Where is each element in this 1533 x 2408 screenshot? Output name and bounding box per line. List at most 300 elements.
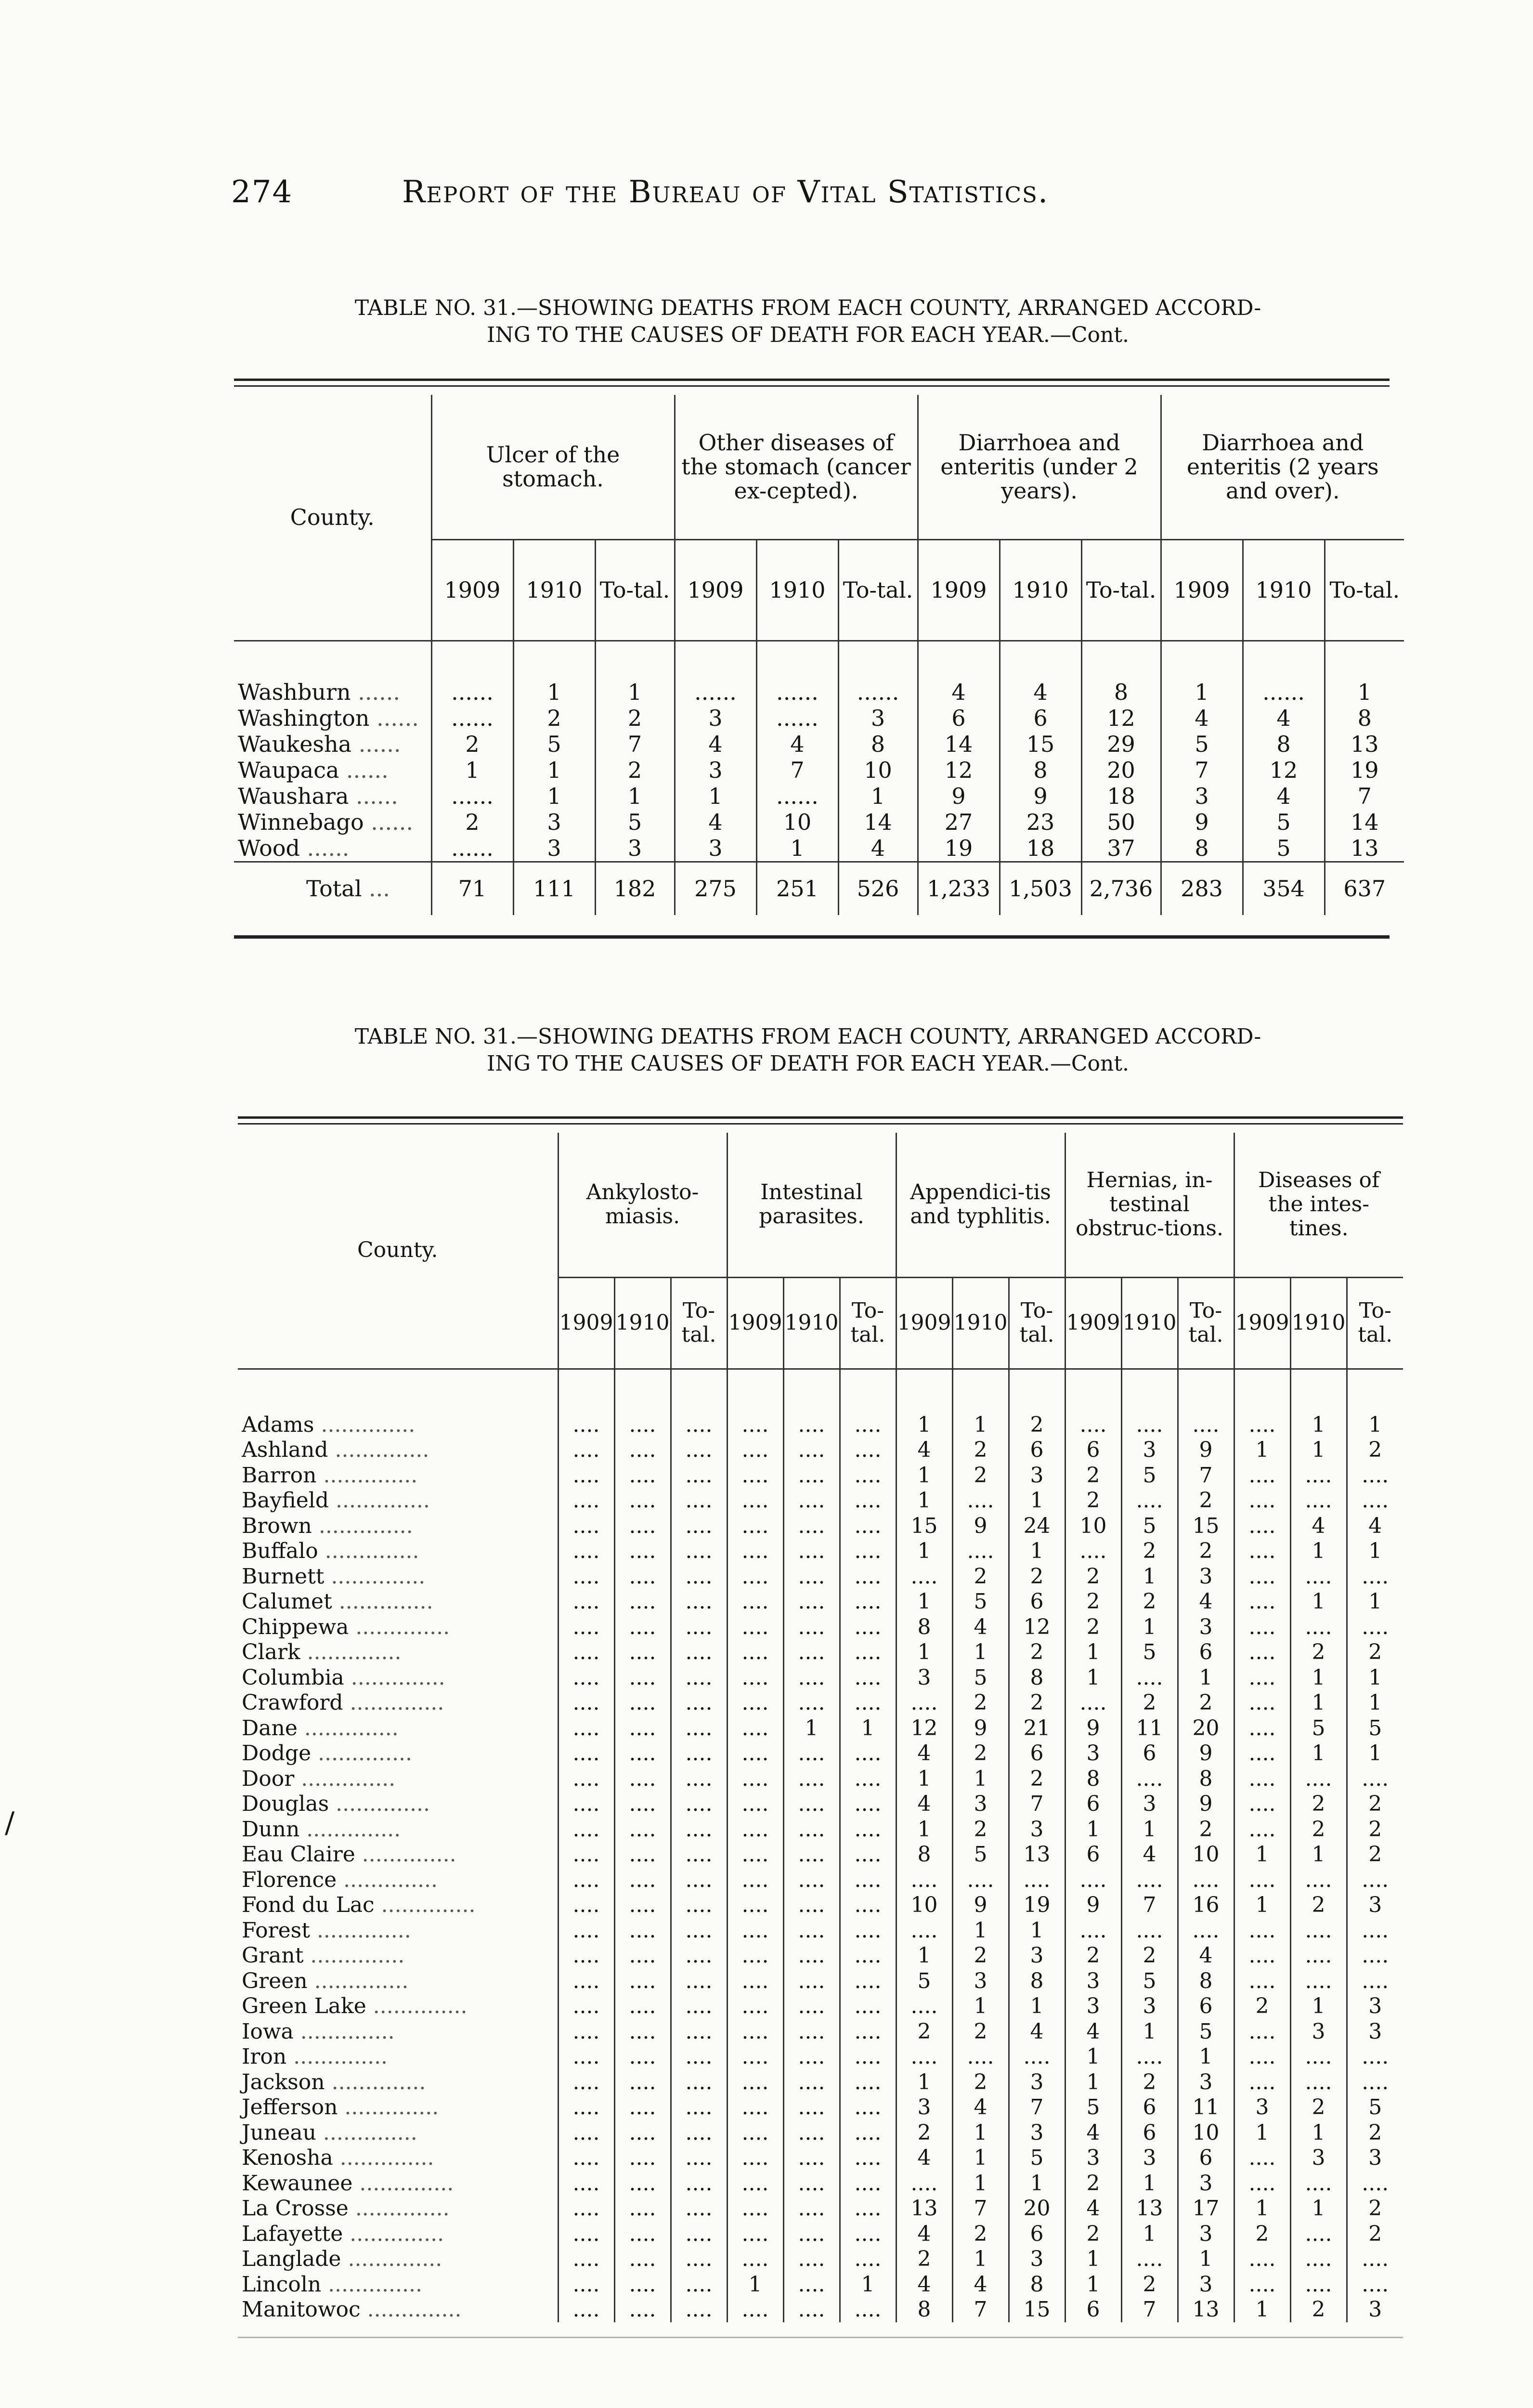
table1-group-diarrhoea-over2: Diarrhoea and enteritis (2 years and over).	[1161, 395, 1404, 539]
table-cell: ....	[1347, 2171, 1403, 2196]
table-cell: 7	[1325, 783, 1404, 809]
table-cell: 3	[1121, 2146, 1178, 2171]
table-cell: 2	[952, 2221, 1009, 2247]
table-cell: 2	[1121, 1943, 1178, 1969]
table-row	[238, 2120, 1403, 2146]
county-label: Adams	[242, 1412, 314, 1437]
table-cell: ....	[671, 1488, 727, 1514]
table-cell: ....	[727, 2044, 783, 2070]
table2-top-rule-thin	[238, 1123, 1403, 1125]
table1-year-header: 1910	[1243, 539, 1325, 641]
table-cell: 4	[896, 2146, 952, 2171]
county-name	[238, 2297, 558, 2323]
table-cell: 19	[918, 835, 1000, 862]
county-name	[238, 1665, 558, 1690]
table-cell: 12	[1243, 757, 1325, 783]
table-cell: ....	[840, 2120, 896, 2146]
table-cell: ....	[614, 1766, 671, 1792]
total-cell: 182	[595, 862, 675, 915]
spacer-cell	[675, 641, 756, 679]
table-cell: 1	[595, 783, 675, 809]
table-cell: 1	[1290, 1994, 1347, 2019]
table-cell: ....	[1234, 1918, 1290, 1943]
table-cell: ....	[727, 1741, 783, 1767]
table-row	[238, 1893, 1403, 1918]
table-cell: 8	[1178, 1968, 1234, 1994]
table-cell: 5	[1009, 2146, 1065, 2171]
table-cell: 1	[1009, 2171, 1065, 2196]
table-cell: 3	[1121, 1438, 1178, 1463]
table2-year-header: 1909	[727, 1277, 783, 1369]
spacer-cell	[918, 641, 1000, 679]
table-cell: 2	[952, 1564, 1009, 1589]
county-label: Barron	[242, 1463, 317, 1488]
table-cell: ....	[614, 2095, 671, 2120]
leader-dots: ...	[362, 876, 390, 902]
county-name	[238, 2120, 558, 2146]
table-cell: 3	[1009, 2247, 1065, 2272]
leader-dots: ......	[351, 731, 401, 757]
table-cell: 4	[952, 1614, 1009, 1640]
table-cell: 4	[952, 2095, 1009, 2120]
table-cell: ....	[783, 1918, 840, 1943]
table-cell: 10	[1178, 1842, 1234, 1868]
table-cell: ....	[614, 2247, 671, 2272]
table-cell: ....	[840, 1513, 896, 1539]
table-cell: ....	[783, 1741, 840, 1767]
table-cell: 7	[952, 2297, 1009, 2323]
table-cell: ....	[1234, 1715, 1290, 1741]
table-cell: 2	[1290, 2297, 1347, 2323]
table-cell: ....	[1347, 2272, 1403, 2297]
leader-dots: ......	[339, 757, 389, 783]
table-cell: 5	[1243, 809, 1325, 835]
county-name	[238, 1968, 558, 1994]
table-cell: ....	[1290, 1918, 1347, 1943]
county-label: Lincoln	[242, 2272, 322, 2297]
table-cell: 2	[1065, 1463, 1121, 1488]
table1-year-header: 1909	[431, 539, 513, 641]
table-cell: 3	[1234, 2095, 1290, 2120]
table-row	[238, 1842, 1403, 1868]
table-cell: 1	[1065, 2247, 1121, 2272]
table-row	[238, 1513, 1403, 1539]
table-cell: 1	[1121, 2221, 1178, 2247]
table-cell: ....	[671, 1412, 727, 1438]
total-cell: 354	[1243, 862, 1325, 915]
table-cell: ....	[727, 1412, 783, 1438]
table-cell: ....	[558, 2019, 614, 2044]
table-cell: 1	[1009, 1994, 1065, 2019]
table-cell: ....	[671, 2069, 727, 2095]
total-cell: 526	[838, 862, 918, 915]
table-cell: 1	[1121, 1817, 1178, 1842]
table-cell: ....	[840, 1589, 896, 1615]
leader-dots: ..............	[343, 1690, 444, 1715]
table-cell: ....	[614, 1867, 671, 1893]
table-cell: 5	[1347, 1715, 1403, 1741]
table-cell: ....	[727, 2171, 783, 2196]
table-cell: 6	[1178, 1994, 1234, 2019]
table-cell: 5	[1243, 835, 1325, 862]
table-cell: ....	[558, 1842, 614, 1868]
table-cell: ....	[671, 2171, 727, 2196]
leader-dots: ..............	[310, 1918, 411, 1943]
table1-year-header: To-tal.	[595, 539, 675, 641]
table-cell: 2	[952, 1463, 1009, 1488]
table-cell: 6	[1009, 1741, 1065, 1767]
table-cell: 6	[1178, 1640, 1234, 1665]
table-cell: 5	[1347, 2095, 1403, 2120]
table2-year-header: 1910	[1290, 1277, 1347, 1369]
table-cell: ......	[756, 705, 838, 731]
table2-county-header: County.	[238, 1133, 558, 1369]
table-cell: 1	[1009, 1488, 1065, 1514]
table-cell: ....	[671, 2247, 727, 2272]
table1-caption-line2: ING TO THE CAUSES OF DEATH FOR EACH YEAR.—Cont.	[486, 323, 1130, 347]
county-name	[238, 1640, 558, 1665]
table-cell: ....	[727, 1867, 783, 1893]
table-cell: 2	[1290, 2095, 1347, 2120]
table-cell: ....	[840, 2019, 896, 2044]
table-cell: 7	[1121, 2297, 1178, 2323]
table-cell: ....	[558, 1665, 614, 1690]
table-cell: ....	[783, 1867, 840, 1893]
table-cell: 2	[1290, 1640, 1347, 1665]
table-cell: 4	[838, 835, 918, 862]
table-cell: 1	[1178, 2247, 1234, 2272]
table-cell: ....	[558, 2069, 614, 2095]
table-cell: ....	[1347, 2069, 1403, 2095]
table2-year-header: 1909	[1234, 1277, 1290, 1369]
county-name	[238, 2171, 558, 2196]
table-cell: ....	[614, 1564, 671, 1589]
table-cell: ....	[783, 1690, 840, 1716]
spacer-cell	[558, 1369, 614, 1412]
table-cell: 1	[1347, 1690, 1403, 1716]
leader-dots: ..............	[321, 2272, 422, 2297]
table-cell: ....	[1290, 1943, 1347, 1969]
leader-dots: ..............	[286, 2044, 388, 2069]
county-name	[238, 1817, 558, 1842]
table-cell: ....	[783, 1539, 840, 1564]
leader-dots: ..............	[325, 2069, 426, 2094]
table-cell: 8	[838, 731, 918, 757]
table-cell: 5	[1065, 2095, 1121, 2120]
table-cell: 1	[1121, 1564, 1178, 1589]
county-name	[238, 1741, 558, 1767]
table-cell: ....	[671, 1539, 727, 1564]
table-cell: 3	[952, 1968, 1009, 1994]
table-cell: 1	[1290, 1690, 1347, 1716]
table-cell: ....	[727, 2120, 783, 2146]
county-name	[234, 835, 431, 862]
table-cell: ....	[558, 1867, 614, 1893]
table-cell: ....	[783, 1893, 840, 1918]
table-cell: 2	[1347, 2221, 1403, 2247]
table-cell: 1	[1065, 2272, 1121, 2297]
spacer-cell	[840, 1369, 896, 1412]
county-label: Eau Claire	[242, 1842, 355, 1867]
table1-county-header: County.	[234, 395, 431, 641]
table-cell: 16	[1178, 1893, 1234, 1918]
table-cell: 8	[1325, 705, 1404, 731]
table-cell: 4	[1243, 783, 1325, 809]
county-name	[238, 2019, 558, 2044]
leader-dots: ......	[349, 783, 398, 809]
table-row	[238, 2019, 1403, 2044]
table-cell: 11	[1121, 1715, 1178, 1741]
table-cell: ....	[952, 1539, 1009, 1564]
table-cell: ....	[614, 1968, 671, 1994]
table-cell: ....	[671, 1918, 727, 1943]
leader-dots: ......	[351, 679, 400, 705]
table-cell: ....	[558, 1715, 614, 1741]
table-row	[238, 1412, 1403, 1438]
table2-year-header: To-tal.	[1009, 1277, 1065, 1369]
table-cell: ....	[727, 2297, 783, 2323]
table2-group-appendicitis: Appendici-tis and typhlitis.	[896, 1133, 1065, 1277]
table-cell: ....	[783, 2120, 840, 2146]
table-cell: 1	[1161, 679, 1243, 705]
table-cell: ....	[671, 1564, 727, 1589]
table-cell: 4	[896, 1438, 952, 1463]
table-cell: 7	[1178, 1463, 1234, 1488]
county-label: Waukesha	[238, 731, 352, 757]
table-cell: ....	[614, 1715, 671, 1741]
table-cell: ....	[727, 1614, 783, 1640]
table-cell: ....	[1290, 2221, 1347, 2247]
table-cell: ....	[558, 2120, 614, 2146]
page-title: Report of the Bureau of Vital Statistics.	[402, 174, 1049, 210]
leader-dots: ..............	[329, 1488, 430, 1513]
table-cell: 1	[1347, 1539, 1403, 1564]
leader-dots: ..............	[300, 1640, 402, 1665]
table-cell: ....	[727, 2146, 783, 2171]
table-cell: ....	[671, 1715, 727, 1741]
table-cell: ....	[783, 2069, 840, 2095]
table2-group-ankylostomiasis: Ankylosto-miasis.	[558, 1133, 727, 1277]
table-cell: ....	[671, 1867, 727, 1893]
table-cell: 19	[1325, 757, 1404, 783]
table-cell: ....	[1009, 2044, 1065, 2070]
table-cell: ....	[1178, 1412, 1234, 1438]
table-cell: ....	[614, 1893, 671, 1918]
table-cell: ....	[727, 2196, 783, 2222]
table1-year-header: 1909	[675, 539, 756, 641]
table-cell: 2	[431, 731, 513, 757]
table-cell: 1	[896, 1539, 952, 1564]
table-cell: 1	[1178, 2044, 1234, 2070]
table-cell: ....	[1234, 1488, 1290, 1514]
table-cell: ....	[783, 1564, 840, 1589]
table-cell: ....	[783, 2171, 840, 2196]
leader-dots: ..............	[332, 1589, 433, 1614]
spacer-cell	[1243, 641, 1325, 679]
table-cell: ....	[840, 2297, 896, 2323]
table-cell: ....	[1234, 2247, 1290, 2272]
table-cell: 10	[756, 809, 838, 835]
table-cell: 2	[513, 705, 595, 731]
table-cell: 1	[952, 1766, 1009, 1792]
table-cell: 27	[918, 809, 1000, 835]
table-row	[238, 1994, 1403, 2019]
table-cell: 50	[1081, 809, 1161, 835]
table-cell: 6	[1065, 1842, 1121, 1868]
table-cell: ....	[1009, 1867, 1065, 1893]
table-cell: ....	[671, 1968, 727, 1994]
county-label: Brown	[242, 1513, 312, 1538]
table-cell: 10	[1178, 2120, 1234, 2146]
leader-dots: ..............	[366, 1994, 468, 2019]
table-cell: ....	[1234, 1589, 1290, 1615]
table-cell: ....	[783, 1463, 840, 1488]
table-cell: 3	[952, 1792, 1009, 1817]
table-cell: ....	[896, 1994, 952, 2019]
table-cell: ....	[558, 2095, 614, 2120]
table-cell: 3	[1347, 2146, 1403, 2171]
table-cell: 2	[1009, 1564, 1065, 1589]
table-cell: 3	[1065, 1741, 1121, 1767]
spacer-cell	[838, 641, 918, 679]
table-cell: 6	[1009, 1438, 1065, 1463]
table-cell: ....	[840, 2221, 896, 2247]
table-cell: ....	[558, 1792, 614, 1817]
table-cell: ....	[1121, 1665, 1178, 1690]
table-cell: 20	[1081, 757, 1161, 783]
table-cell: ....	[558, 1488, 614, 1514]
county-name	[238, 1867, 558, 1893]
county-label: Florence	[242, 1867, 337, 1892]
table-cell: 8	[1065, 1766, 1121, 1792]
table-cell: ....	[840, 1614, 896, 1640]
table-row	[234, 679, 1404, 705]
leader-dots: ..............	[349, 1614, 450, 1639]
table-row	[234, 783, 1404, 809]
county-name	[238, 1564, 558, 1589]
table-cell: 2	[1009, 1766, 1065, 1792]
table-cell: ....	[558, 1918, 614, 1943]
table-cell: 5	[1121, 1463, 1178, 1488]
table-cell: ....	[671, 2221, 727, 2247]
county-name	[234, 731, 431, 757]
table-cell: ....	[614, 2272, 671, 2297]
table-cell: 8	[1081, 679, 1161, 705]
spacer-cell	[783, 1369, 840, 1412]
table-row	[238, 1640, 1403, 1665]
table-cell: 9	[1161, 809, 1243, 835]
table-cell: ....	[840, 1867, 896, 1893]
county-label: Jackson	[242, 2069, 325, 2094]
table-cell: ....	[783, 1589, 840, 1615]
table-cell: ....	[671, 1792, 727, 1817]
table-cell: ....	[558, 1893, 614, 1918]
table-cell: ....	[558, 1614, 614, 1640]
table-cell: 3	[896, 1665, 952, 1690]
table-cell: ....	[727, 1792, 783, 1817]
table-cell: 2	[1234, 1994, 1290, 2019]
table-cell: ....	[1121, 1488, 1178, 1514]
table-cell: 2	[1065, 2221, 1121, 2247]
table-cell: ....	[1347, 1867, 1403, 1893]
table-cell: 5	[1290, 1715, 1347, 1741]
county-label: Dane	[242, 1715, 298, 1741]
table-cell: ......	[431, 679, 513, 705]
table-cell: 9	[1178, 1741, 1234, 1767]
table-cell: ....	[783, 1842, 840, 1868]
table-cell: 2	[896, 2019, 952, 2044]
spacer-cell	[431, 641, 513, 679]
table-cell: 8	[1161, 835, 1243, 862]
spacer-cell	[952, 1369, 1009, 1412]
table-cell: 8	[896, 1614, 952, 1640]
table-cell: 3	[1161, 783, 1243, 809]
spacer-cell	[1000, 641, 1081, 679]
table-row	[238, 1539, 1403, 1564]
table-cell: ....	[1234, 1614, 1290, 1640]
table-cell: ....	[671, 1817, 727, 1842]
county-name	[238, 1614, 558, 1640]
leader-dots: ..............	[329, 1792, 430, 1817]
table-cell: 5	[896, 1968, 952, 1994]
total-cell: 637	[1325, 862, 1404, 915]
table-cell: 6	[1000, 705, 1081, 731]
table-cell: ....	[727, 1918, 783, 1943]
table-cell: ....	[614, 2146, 671, 2171]
table-cell: ....	[558, 1968, 614, 1994]
table-cell: ....	[671, 1690, 727, 1716]
table-cell: 13	[1325, 835, 1404, 862]
table-cell: 2	[1121, 1690, 1178, 1716]
table-cell: ....	[1234, 1513, 1290, 1539]
table-cell: ....	[783, 1412, 840, 1438]
table-cell: 6	[1009, 1589, 1065, 1615]
table-cell: ....	[558, 1589, 614, 1615]
table-cell: 2	[952, 1690, 1009, 1716]
table-cell: 2	[1121, 2069, 1178, 2095]
table-cell: ......	[431, 783, 513, 809]
table-cell: ....	[614, 1614, 671, 1640]
table-cell: ....	[783, 1792, 840, 1817]
table-cell: 7	[756, 757, 838, 783]
table2-caption	[230, 1023, 1386, 1077]
table-cell: ....	[1290, 1968, 1347, 1994]
table-cell: 4	[1065, 2120, 1121, 2146]
leader-dots: ..............	[337, 1867, 438, 1892]
table-cell: 2	[1347, 1438, 1403, 1463]
table-cell: ....	[558, 1690, 614, 1716]
table-cell: ....	[614, 1412, 671, 1438]
table-cell: 6	[1009, 2221, 1065, 2247]
table-cell: 1	[431, 757, 513, 783]
table-cell: 1	[896, 1943, 952, 1969]
table-cell: 4	[1178, 1589, 1234, 1615]
county-name	[234, 809, 431, 835]
table-cell: ....	[558, 1994, 614, 2019]
table-cell: 7	[595, 731, 675, 757]
table-cell: ....	[558, 2221, 614, 2247]
table-cell: 29	[1081, 731, 1161, 757]
table-cell: ....	[1178, 1918, 1234, 1943]
total-row	[234, 862, 1404, 915]
spacer-cell	[1234, 1369, 1290, 1412]
table-cell: ....	[840, 2171, 896, 2196]
table-cell: 9	[952, 1715, 1009, 1741]
table-cell: ....	[614, 1741, 671, 1767]
table-cell: 1	[896, 1640, 952, 1665]
table-cell: 13	[1009, 1842, 1065, 1868]
table-cell: ....	[1234, 1564, 1290, 1589]
